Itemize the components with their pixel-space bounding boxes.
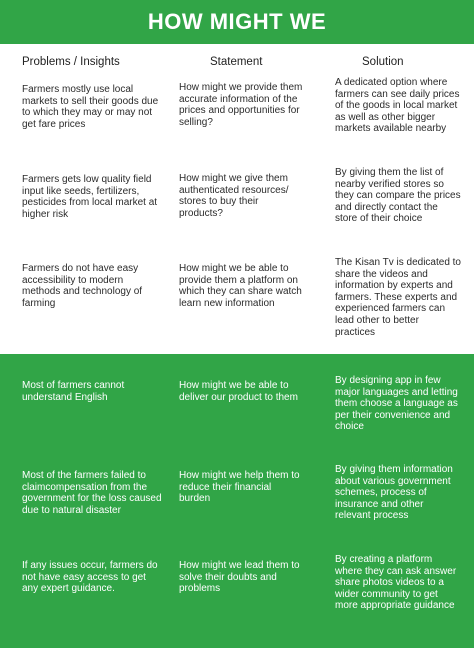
row-2-solution: By giving them the list of nearby verified stores so they can compare the prices and directly contact the store of their choice bbox=[335, 167, 461, 225]
row-4-solution: By designing app in few major languages and letting them choose a language as per their convenience and choice bbox=[335, 375, 458, 433]
row-4-problem: Most of farmers cannot understand English bbox=[22, 380, 125, 403]
row-4-statement: How might we be able to deliver our product to them bbox=[179, 380, 298, 403]
row-6-statement: How might we lead them to solve their doubts and problems bbox=[179, 560, 300, 595]
row-3-problem: Farmers do not have easy accessibility to modern methods and technology of farming bbox=[22, 263, 143, 309]
column-header-problems: Problems / Insights bbox=[22, 56, 120, 68]
row-6-solution: By creating a platform where they can ask answer share photos videos to a wider community to get more appropriate guidance bbox=[335, 554, 457, 612]
column-header-statement: Statement bbox=[210, 56, 263, 68]
row-3-solution: The Kisan Tv is dedicated to share the videos and information by experts and farmers. These experts and experienced farmers can lead other to better practices bbox=[335, 257, 461, 338]
page-title: HOW MIGHT WE bbox=[147, 9, 327, 34]
row-1-statement: How might we provide them accurate information of the prices and opportunities for selling? bbox=[179, 82, 303, 128]
row-1-problem: Farmers mostly use local markets to sell their goods due to which they may or may not get fare prices bbox=[22, 84, 159, 130]
row-3-statement: How might we be able to provide them a platform on which they can share watch learn new information bbox=[179, 263, 302, 309]
row-5-problem: Most of the farmers failed to claimcompensation from the government for the loss caused due to natural disaster bbox=[22, 470, 162, 516]
title-banner bbox=[0, 0, 474, 44]
row-5-statement: How might we help them to reduce their financial burden bbox=[179, 470, 300, 505]
row-1-solution: A dedicated option where farmers can see daily prices of the goods in local market as well as other bigger markets available nearby bbox=[335, 77, 460, 135]
column-header-solution: Solution bbox=[362, 56, 404, 68]
row-2-statement: How might we give them authenticated resources/ stores to buy their products? bbox=[179, 173, 289, 219]
row-2-problem: Farmers gets low quality field input like seeds, fertilizers, pesticides from local market at higher risk bbox=[22, 174, 158, 220]
row-5-solution: By giving them information about various government schemes, process of insurance and other relevant process bbox=[335, 464, 453, 522]
row-6-problem: If any issues occur, farmers do not have easy access to get any expert guidance. bbox=[22, 560, 158, 595]
